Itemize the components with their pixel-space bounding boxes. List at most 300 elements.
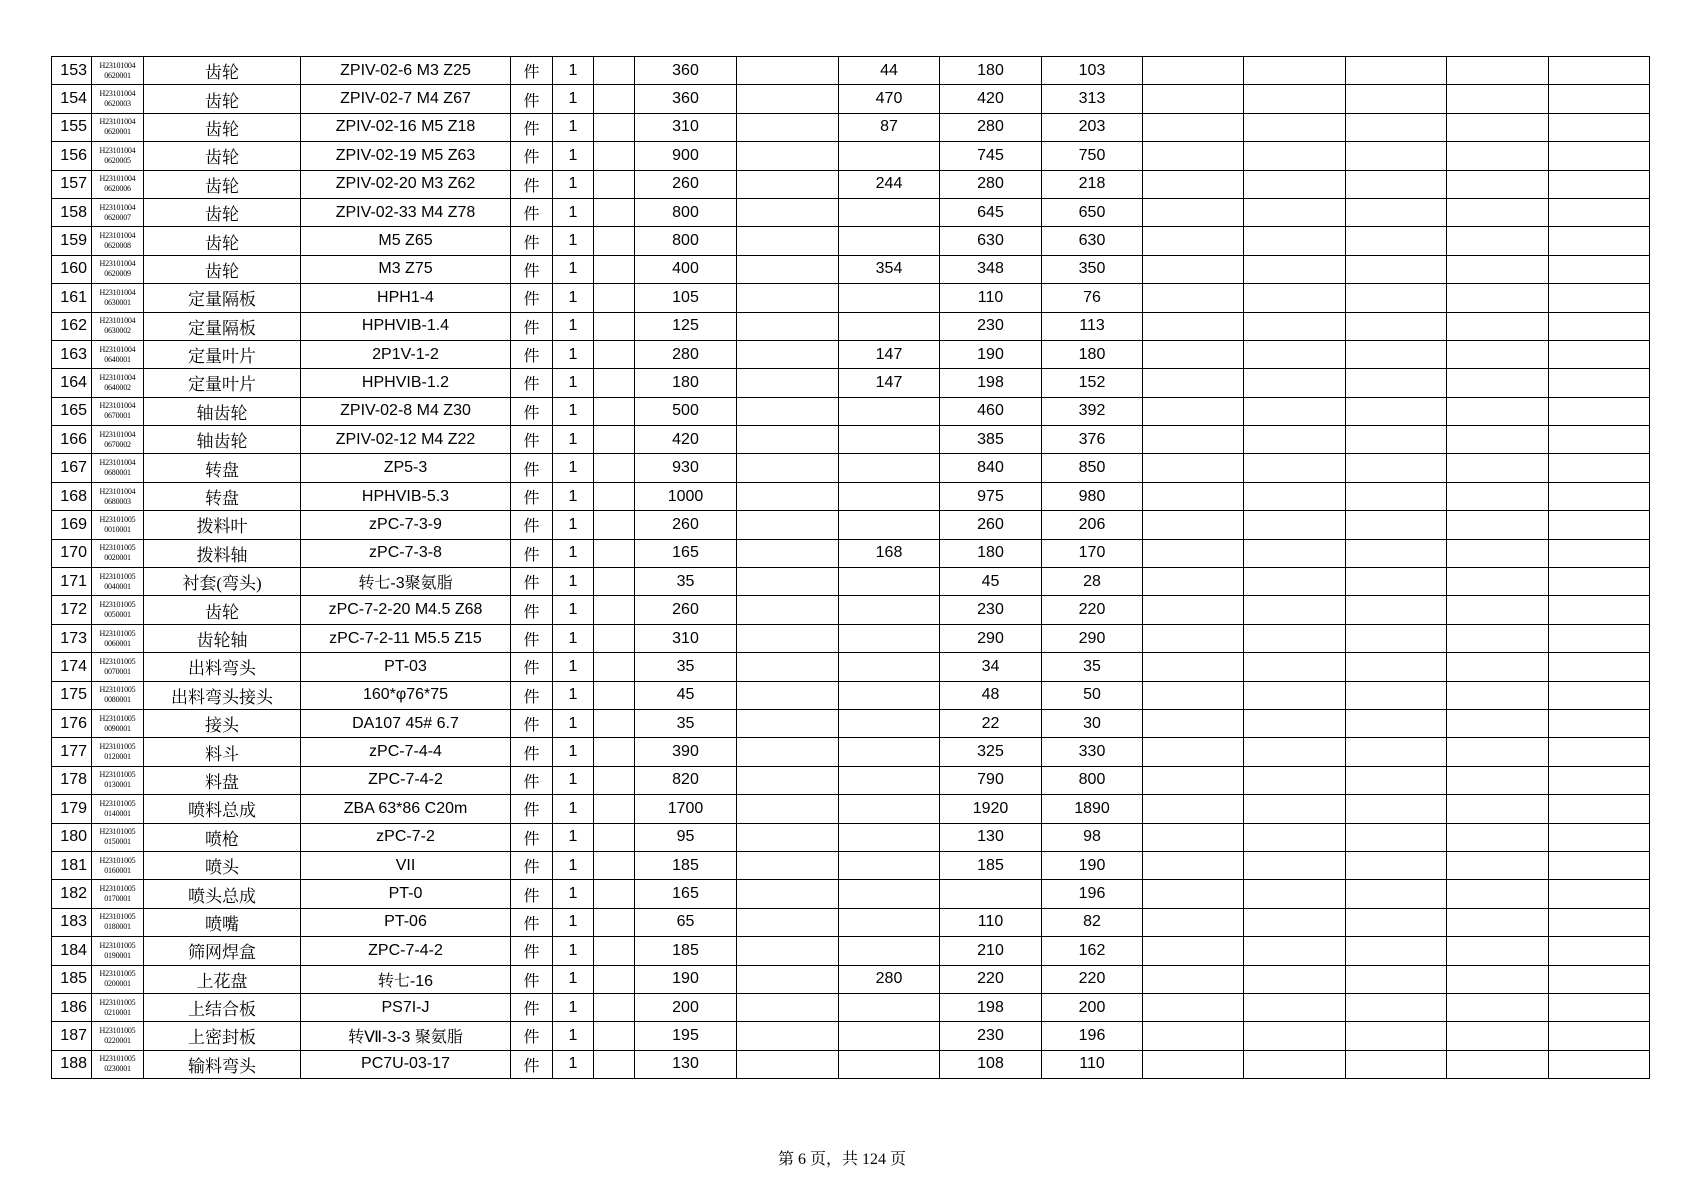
empty-cell	[594, 426, 635, 454]
material-code: H23101005 0010001	[92, 511, 144, 539]
quantity: 1	[553, 142, 594, 170]
value-2	[737, 85, 839, 113]
empty-cell	[1447, 681, 1549, 709]
empty-cell	[1346, 482, 1447, 510]
material-code: H23101005 0040001	[92, 568, 144, 596]
table-row	[52, 596, 1650, 624]
value-5: 350	[1042, 255, 1143, 283]
value-5: 630	[1042, 227, 1143, 255]
value-3	[839, 653, 940, 681]
empty-cell	[1447, 113, 1549, 141]
value-2	[737, 227, 839, 255]
empty-cell	[1244, 227, 1346, 255]
part-name: 定量隔板	[144, 284, 301, 312]
unit: 件	[511, 397, 553, 425]
quantity: 1	[553, 284, 594, 312]
part-spec: zPC-7-2	[301, 823, 511, 851]
value-2	[737, 170, 839, 198]
value-3: 244	[839, 170, 940, 198]
empty-cell	[1346, 681, 1447, 709]
row-number: 170	[52, 539, 92, 567]
table-row	[52, 738, 1650, 766]
value-4: 22	[940, 709, 1042, 737]
empty-cell	[1244, 312, 1346, 340]
empty-cell	[1244, 965, 1346, 993]
quantity: 1	[553, 965, 594, 993]
value-5: 980	[1042, 482, 1143, 510]
quantity: 1	[553, 908, 594, 936]
unit: 件	[511, 738, 553, 766]
value-5: 376	[1042, 426, 1143, 454]
unit: 件	[511, 539, 553, 567]
part-name: 输料弯头	[144, 1050, 301, 1078]
empty-cell	[1143, 369, 1244, 397]
empty-cell	[1346, 255, 1447, 283]
value-1: 390	[635, 738, 737, 766]
empty-cell	[1447, 880, 1549, 908]
empty-cell	[1549, 284, 1650, 312]
value-3	[839, 227, 940, 255]
value-5: 750	[1042, 142, 1143, 170]
quantity: 1	[553, 227, 594, 255]
unit: 件	[511, 937, 553, 965]
unit: 件	[511, 426, 553, 454]
empty-cell	[1244, 851, 1346, 879]
row-number: 153	[52, 57, 92, 85]
material-code: H23101004 0680001	[92, 454, 144, 482]
empty-cell	[1447, 57, 1549, 85]
part-name: 衬套(弯头)	[144, 568, 301, 596]
material-code: H23101004 0620008	[92, 227, 144, 255]
value-1: 310	[635, 113, 737, 141]
quantity: 1	[553, 511, 594, 539]
value-2	[737, 511, 839, 539]
empty-cell	[1447, 795, 1549, 823]
empty-cell	[1447, 227, 1549, 255]
value-3	[839, 993, 940, 1021]
value-5: 218	[1042, 170, 1143, 198]
value-3	[839, 908, 940, 936]
empty-cell	[1447, 993, 1549, 1021]
value-3	[839, 937, 940, 965]
empty-cell	[594, 568, 635, 596]
empty-cell	[1447, 255, 1549, 283]
part-spec: 转Ⅶ-3-3 聚氨脂	[301, 1022, 511, 1050]
row-number: 157	[52, 170, 92, 198]
empty-cell	[1346, 85, 1447, 113]
value-5: 220	[1042, 965, 1143, 993]
value-3: 168	[839, 539, 940, 567]
part-name: 齿轮	[144, 57, 301, 85]
row-number: 154	[52, 85, 92, 113]
empty-cell	[1447, 1022, 1549, 1050]
empty-cell	[1346, 624, 1447, 652]
value-1: 260	[635, 170, 737, 198]
empty-cell	[1447, 369, 1549, 397]
part-name: 筛网焊盒	[144, 937, 301, 965]
empty-cell	[1244, 653, 1346, 681]
row-number: 167	[52, 454, 92, 482]
value-2	[737, 198, 839, 226]
value-1: 105	[635, 284, 737, 312]
material-code: H23101004 0620006	[92, 170, 144, 198]
value-1: 130	[635, 1050, 737, 1078]
part-name: 定量叶片	[144, 340, 301, 368]
row-number: 165	[52, 397, 92, 425]
material-code: H23101004 0620009	[92, 255, 144, 283]
empty-cell	[1244, 993, 1346, 1021]
part-spec: DA107 45# 6.7	[301, 709, 511, 737]
empty-cell	[1346, 312, 1447, 340]
empty-cell	[594, 397, 635, 425]
row-number: 175	[52, 681, 92, 709]
value-1: 820	[635, 766, 737, 794]
empty-cell	[1244, 766, 1346, 794]
row-number: 169	[52, 511, 92, 539]
empty-cell	[1244, 397, 1346, 425]
material-code: H23101004 0620001	[92, 113, 144, 141]
value-4: 280	[940, 113, 1042, 141]
part-name: 齿轮	[144, 227, 301, 255]
row-number: 173	[52, 624, 92, 652]
unit: 件	[511, 795, 553, 823]
empty-cell	[1549, 937, 1650, 965]
empty-cell	[1346, 340, 1447, 368]
value-2	[737, 880, 839, 908]
unit: 件	[511, 709, 553, 737]
empty-cell	[1244, 709, 1346, 737]
part-spec: zPC-7-4-4	[301, 738, 511, 766]
unit: 件	[511, 142, 553, 170]
value-4: 348	[940, 255, 1042, 283]
empty-cell	[1549, 851, 1650, 879]
empty-cell	[1244, 57, 1346, 85]
table-row	[52, 681, 1650, 709]
quantity: 1	[553, 709, 594, 737]
value-5: 196	[1042, 880, 1143, 908]
table-row	[52, 937, 1650, 965]
material-code: H23101005 0210001	[92, 993, 144, 1021]
empty-cell	[1143, 823, 1244, 851]
unit: 件	[511, 568, 553, 596]
row-number: 180	[52, 823, 92, 851]
value-1: 400	[635, 255, 737, 283]
empty-cell	[1244, 454, 1346, 482]
part-spec: M5 Z65	[301, 227, 511, 255]
empty-cell	[1143, 880, 1244, 908]
table-row	[52, 312, 1650, 340]
value-5: 50	[1042, 681, 1143, 709]
value-4	[940, 880, 1042, 908]
value-4: 230	[940, 1022, 1042, 1050]
part-name: 料斗	[144, 738, 301, 766]
empty-cell	[1549, 880, 1650, 908]
row-number: 155	[52, 113, 92, 141]
unit: 件	[511, 993, 553, 1021]
empty-cell	[1549, 397, 1650, 425]
empty-cell	[1143, 340, 1244, 368]
empty-cell	[1244, 1050, 1346, 1078]
value-5: 152	[1042, 369, 1143, 397]
part-spec: ZPC-7-4-2	[301, 937, 511, 965]
row-number: 172	[52, 596, 92, 624]
empty-cell	[1143, 851, 1244, 879]
material-code: H23101005 0120001	[92, 738, 144, 766]
empty-cell	[1447, 397, 1549, 425]
empty-cell	[1143, 937, 1244, 965]
table-row	[52, 851, 1650, 879]
table-row	[52, 369, 1650, 397]
value-5: 190	[1042, 851, 1143, 879]
unit: 件	[511, 369, 553, 397]
table-row	[52, 511, 1650, 539]
value-2	[737, 937, 839, 965]
value-3	[839, 1050, 940, 1078]
material-code: H23101005 0170001	[92, 880, 144, 908]
quantity: 1	[553, 482, 594, 510]
empty-cell	[1447, 766, 1549, 794]
unit: 件	[511, 1022, 553, 1050]
value-4: 1920	[940, 795, 1042, 823]
part-spec: HPHVIB-1.4	[301, 312, 511, 340]
value-4: 280	[940, 170, 1042, 198]
empty-cell	[1143, 284, 1244, 312]
empty-cell	[594, 823, 635, 851]
material-code: H23101005 0200001	[92, 965, 144, 993]
material-code: H23101005 0220001	[92, 1022, 144, 1050]
value-3: 354	[839, 255, 940, 283]
quantity: 1	[553, 937, 594, 965]
value-4: 34	[940, 653, 1042, 681]
part-name: 喷料总成	[144, 795, 301, 823]
value-5: 206	[1042, 511, 1143, 539]
value-1: 185	[635, 851, 737, 879]
part-spec: ZPIV-02-19 M5 Z63	[301, 142, 511, 170]
empty-cell	[1244, 85, 1346, 113]
material-code: H23101005 0070001	[92, 653, 144, 681]
value-3	[839, 851, 940, 879]
value-5: 35	[1042, 653, 1143, 681]
value-4: 230	[940, 312, 1042, 340]
part-spec: ZP5-3	[301, 454, 511, 482]
empty-cell	[1244, 142, 1346, 170]
empty-cell	[1549, 624, 1650, 652]
empty-cell	[1346, 965, 1447, 993]
value-2	[737, 397, 839, 425]
empty-cell	[594, 312, 635, 340]
material-code: H23101004 0620005	[92, 142, 144, 170]
value-1: 800	[635, 198, 737, 226]
row-number: 183	[52, 908, 92, 936]
value-3: 280	[839, 965, 940, 993]
material-code: H23101004 0670001	[92, 397, 144, 425]
unit: 件	[511, 482, 553, 510]
unit: 件	[511, 880, 553, 908]
material-code: H23101004 0620003	[92, 85, 144, 113]
empty-cell	[1143, 255, 1244, 283]
value-2	[737, 369, 839, 397]
empty-cell	[1244, 795, 1346, 823]
value-4: 460	[940, 397, 1042, 425]
empty-cell	[594, 851, 635, 879]
part-spec: PT-06	[301, 908, 511, 936]
value-2	[737, 142, 839, 170]
material-code: H23101004 0640002	[92, 369, 144, 397]
value-3	[839, 454, 940, 482]
empty-cell	[1244, 340, 1346, 368]
part-name: 拨料轴	[144, 539, 301, 567]
empty-cell	[1549, 170, 1650, 198]
value-5: 76	[1042, 284, 1143, 312]
part-name: 齿轮	[144, 170, 301, 198]
empty-cell	[594, 85, 635, 113]
value-1: 260	[635, 596, 737, 624]
quantity: 1	[553, 397, 594, 425]
value-2	[737, 1050, 839, 1078]
value-4: 180	[940, 539, 1042, 567]
empty-cell	[1549, 1050, 1650, 1078]
value-5: 162	[1042, 937, 1143, 965]
empty-cell	[1549, 738, 1650, 766]
value-1: 185	[635, 937, 737, 965]
row-number: 159	[52, 227, 92, 255]
unit: 件	[511, 255, 553, 283]
unit: 件	[511, 624, 553, 652]
quantity: 1	[553, 653, 594, 681]
row-number: 178	[52, 766, 92, 794]
empty-cell	[1549, 709, 1650, 737]
value-2	[737, 681, 839, 709]
value-2	[737, 568, 839, 596]
quantity: 1	[553, 539, 594, 567]
quantity: 1	[553, 340, 594, 368]
value-3: 147	[839, 340, 940, 368]
quantity: 1	[553, 170, 594, 198]
part-name: 齿轮	[144, 85, 301, 113]
part-spec: zPC-7-3-8	[301, 539, 511, 567]
part-name: 齿轮	[144, 142, 301, 170]
part-name: 出料弯头	[144, 653, 301, 681]
value-3	[839, 766, 940, 794]
row-number: 182	[52, 880, 92, 908]
value-2	[737, 426, 839, 454]
quantity: 1	[553, 823, 594, 851]
value-5: 850	[1042, 454, 1143, 482]
empty-cell	[1244, 539, 1346, 567]
material-code: H23101005 0180001	[92, 908, 144, 936]
empty-cell	[594, 766, 635, 794]
value-5: 220	[1042, 596, 1143, 624]
value-1: 900	[635, 142, 737, 170]
material-code: H23101004 0670002	[92, 426, 144, 454]
material-code: H23101005 0060001	[92, 624, 144, 652]
row-number: 160	[52, 255, 92, 283]
value-4: 45	[940, 568, 1042, 596]
part-spec: ZPIV-02-8 M4 Z30	[301, 397, 511, 425]
table-row	[52, 426, 1650, 454]
row-number: 156	[52, 142, 92, 170]
empty-cell	[1143, 681, 1244, 709]
empty-cell	[1447, 312, 1549, 340]
value-3	[839, 1022, 940, 1050]
row-number: 188	[52, 1050, 92, 1078]
empty-cell	[1549, 198, 1650, 226]
value-1: 45	[635, 681, 737, 709]
empty-cell	[1143, 624, 1244, 652]
value-1: 1000	[635, 482, 737, 510]
value-2	[737, 851, 839, 879]
empty-cell	[1447, 596, 1549, 624]
empty-cell	[1549, 142, 1650, 170]
value-5: 392	[1042, 397, 1143, 425]
value-2	[737, 908, 839, 936]
empty-cell	[1346, 766, 1447, 794]
material-code: H23101005 0090001	[92, 709, 144, 737]
value-2	[737, 255, 839, 283]
unit: 件	[511, 312, 553, 340]
value-4: 198	[940, 369, 1042, 397]
value-5: 1890	[1042, 795, 1143, 823]
value-4: 385	[940, 426, 1042, 454]
empty-cell	[1447, 482, 1549, 510]
empty-cell	[594, 482, 635, 510]
table-row	[52, 965, 1650, 993]
unit: 件	[511, 227, 553, 255]
part-spec: PC7U-03-17	[301, 1050, 511, 1078]
part-name: 轴齿轮	[144, 397, 301, 425]
empty-cell	[1143, 57, 1244, 85]
material-code: H23101005 0230001	[92, 1050, 144, 1078]
value-4: 420	[940, 85, 1042, 113]
value-4: 198	[940, 993, 1042, 1021]
value-1: 35	[635, 653, 737, 681]
value-3	[839, 795, 940, 823]
row-number: 171	[52, 568, 92, 596]
table-row	[52, 284, 1650, 312]
empty-cell	[594, 795, 635, 823]
material-code: H23101005 0160001	[92, 851, 144, 879]
empty-cell	[1549, 426, 1650, 454]
empty-cell	[1549, 454, 1650, 482]
row-number: 186	[52, 993, 92, 1021]
value-3	[839, 681, 940, 709]
unit: 件	[511, 596, 553, 624]
empty-cell	[1549, 85, 1650, 113]
material-code: H23101005 0080001	[92, 681, 144, 709]
empty-cell	[1447, 738, 1549, 766]
empty-cell	[1244, 511, 1346, 539]
value-5: 103	[1042, 57, 1143, 85]
empty-cell	[1549, 255, 1650, 283]
empty-cell	[1143, 766, 1244, 794]
empty-cell	[1244, 482, 1346, 510]
empty-cell	[1346, 369, 1447, 397]
value-4: 745	[940, 142, 1042, 170]
empty-cell	[594, 709, 635, 737]
empty-cell	[1447, 851, 1549, 879]
table-row	[52, 85, 1650, 113]
table-body	[52, 57, 1650, 1079]
empty-cell	[1143, 539, 1244, 567]
empty-cell	[1143, 1022, 1244, 1050]
empty-cell	[1143, 596, 1244, 624]
part-name: 喷枪	[144, 823, 301, 851]
material-code: H23101004 0640001	[92, 340, 144, 368]
empty-cell	[1244, 823, 1346, 851]
unit: 件	[511, 85, 553, 113]
table-row	[52, 113, 1650, 141]
row-number: 181	[52, 851, 92, 879]
